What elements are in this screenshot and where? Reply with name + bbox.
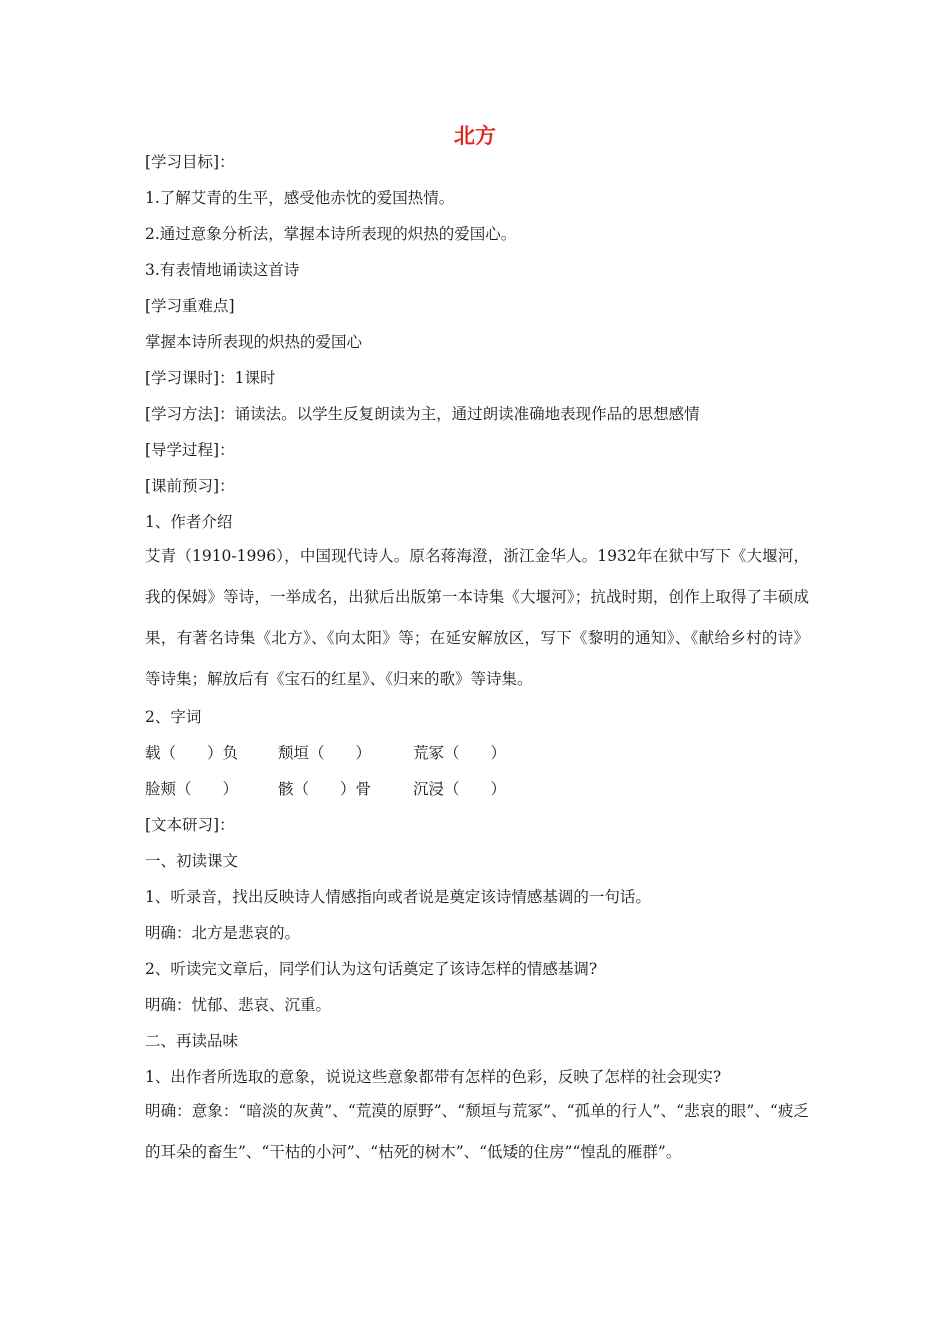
vocab-item: 颓垣（ ） [278, 744, 372, 762]
vocab-header: 2、字词 [145, 708, 202, 726]
second-reading-header: 二、再读品味 [145, 1032, 239, 1050]
vocab-item: 沉浸（ ） [413, 780, 507, 798]
key-points-text: 掌握本诗所表现的炽热的爱国心 [145, 333, 363, 351]
study-method-line: [学习方法]：诵读法。以学生反复朗读为主，通过朗读准确地表现作品的思想感情 [145, 405, 700, 423]
answer-2: 明确：忧郁、悲哀、沉重。 [145, 996, 332, 1014]
vocab-item: 骸（ ）骨 [278, 780, 372, 798]
preview-header: [课前预习]： [145, 477, 235, 495]
page-title: 北方 [454, 124, 496, 148]
objective-item-2: 2.通过意象分析法，掌握本诗所表现的炽热的爱国心。 [145, 225, 517, 243]
vocab-item: 脸颊（ ） [145, 780, 239, 798]
question-1: 1、听录音，找出反映诗人情感指向或者说是奠定该诗情感基调的一句话。 [145, 888, 651, 906]
first-reading-header: 一、初读课文 [145, 852, 239, 870]
question-2: 2、听读完文章后，同学们认为这句话奠定了该诗怎样的情感基调? [145, 960, 598, 978]
answer-3-paragraph: 明确：意象：“暗淡的灰黄”、“荒漠的原野”、“颓垣与荒冢”、“孤单的行人”、“悲哀的眼”、“疲乏的耳朵的畜生”、“干枯的小河”、“枯死的树木”、“低矮的住房”“惶乱的雁群”。 [145, 1102, 809, 1161]
vocab-item: 载（ ）负 [145, 744, 239, 762]
process-header: [导学过程]： [145, 441, 235, 459]
objective-item-1: 1.了解艾青的生平，感受他赤忱的爱国热情。 [145, 189, 455, 207]
vocab-item: 荒冢（ ） [413, 744, 507, 762]
author-intro-paragraph: 艾青（1910-1996），中国现代诗人。原名蒋海澄，浙江金华人。1932年在狱中写下《大堰河，我的保姆》等诗，一举成名，出狱后出版第一本诗集《大堰河》；抗战时期，创作上取得了丰硕成果，有著名诗集《北方》、《向太阳》等；在延安解放区，写下《黎明的通知》、《献给乡村的诗》等诗集；解放后有《宝石的红星》、《归来的歌》等诗集。 [145, 547, 809, 688]
objectives-header: [学习目标]： [145, 153, 235, 171]
key-points-header: [学习重难点] [145, 297, 235, 315]
question-3: 1、出作者所选取的意象，说说这些意象都带有怎样的色彩，反映了怎样的社会现实? [145, 1068, 722, 1086]
answer-1: 明确：北方是悲哀的。 [145, 924, 301, 942]
author-intro-header: 1、作者介绍 [145, 513, 233, 531]
objective-item-3: 3.有表情地诵读这首诗 [145, 261, 300, 279]
text-study-header: [文本研习]： [145, 816, 235, 834]
class-hours-line: [学习课时]：1课时 [145, 369, 276, 387]
